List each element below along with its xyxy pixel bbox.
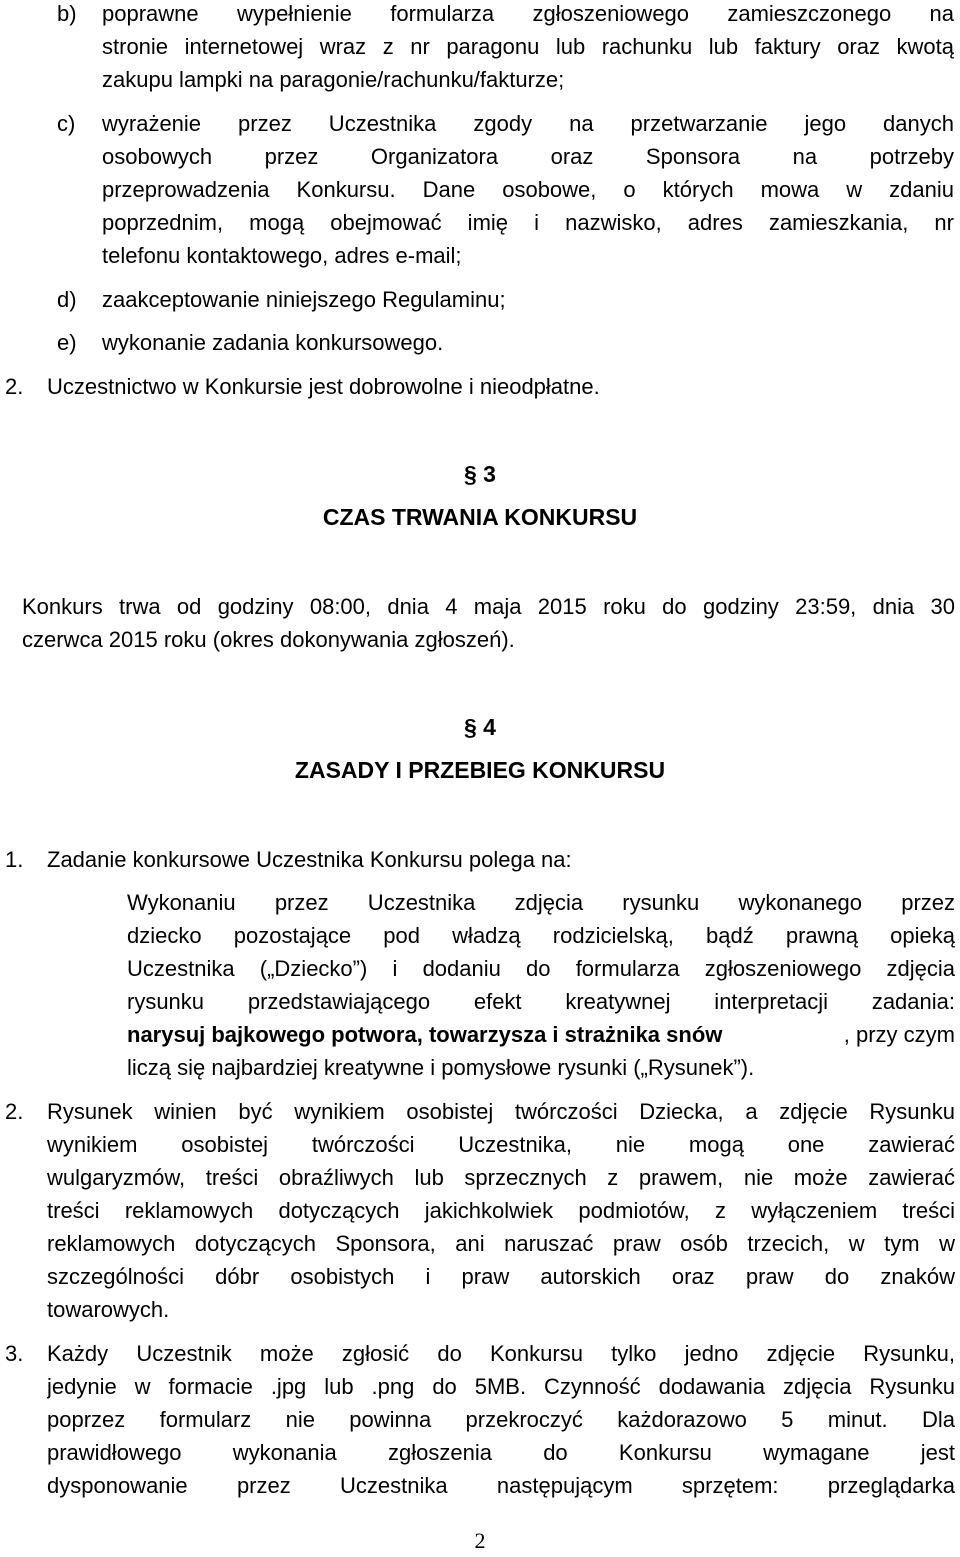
item-1-marker: 1. bbox=[5, 847, 24, 872]
section-4-title: ZASADY I PRZEBIEG KONKURSU bbox=[294, 757, 666, 783]
list-item-c-line-4: poprzednim, mogą obejmować imię i nazwisko, adres zamieszkania, nr bbox=[102, 210, 954, 235]
list-item-c-line-1: wyrażenie przez Uczestnika zgody na przetwarzanie jego danych bbox=[102, 111, 954, 136]
list-marker-e: e) bbox=[57, 330, 77, 355]
list-marker-c: c) bbox=[57, 111, 76, 136]
section-3-title: CZAS TRWANIA KONKURSU bbox=[322, 504, 638, 530]
item-3-marker: 3. bbox=[5, 1341, 24, 1366]
task-phrase: narysuj bajkowego potwora, towarzysza i strażnika snów bbox=[127, 1022, 723, 1047]
list-item-b-line-1: poprawne wypełnienie formularza zgłoszeniowego zamieszczonego na bbox=[102, 1, 954, 26]
item-2-line-6: szczególności dóbr osobistych i praw autorskich oraz praw do znaków bbox=[47, 1264, 955, 1289]
list-item-c-line-3: przeprowadzenia Konkursu. Dane osobowe, o których mowa w zdaniu bbox=[102, 177, 954, 202]
point-2-marker: 2. bbox=[5, 374, 24, 399]
page-number: 2 bbox=[474, 1528, 486, 1553]
list-item-c-line-5: telefonu kontaktowego, adres e-mail; bbox=[102, 243, 462, 268]
item-3-line-4: prawidłowego wykonania zgłoszenia do Konkursu wymagane jest bbox=[47, 1440, 955, 1465]
item-1-sub-line-5 bbox=[127, 1018, 955, 1051]
list-item-e: wykonanie zadania konkursowego. bbox=[102, 330, 444, 355]
section-3-line-2: czerwca 2015 roku (okres dokonywania zgłoszeń). bbox=[22, 627, 515, 652]
item-3-line-2: jedynie w formacie .jpg lub .png do 5MB. Czynność dodawania zdjęcia Rysunku bbox=[47, 1374, 955, 1399]
item-2-marker: 2. bbox=[5, 1099, 24, 1124]
section-3-number: § 3 bbox=[464, 461, 496, 487]
item-2-line-1: Rysunek winien być wynikiem osobistej twórczości Dziecka, a zdjęcie Rysunku bbox=[47, 1099, 955, 1124]
item-1-sub-line-1: Wykonaniu przez Uczestnika zdjęcia rysunku wykonanego przez bbox=[127, 890, 955, 915]
item-2-line-4: treści reklamowych dotyczących jakichkolwiek podmiotów, z wyłączeniem treści bbox=[47, 1198, 955, 1223]
item-2-line-2: wynikiem osobistej twórczości Uczestnika, nie mogą one zawierać bbox=[47, 1132, 955, 1157]
list-marker-b: b) bbox=[57, 1, 77, 26]
list-item-c-line-2: osobowych przez Organizatora oraz Sponsora na potrzeby bbox=[102, 144, 954, 169]
list-item-b-line-3: zakupu lampki na paragonie/rachunku/fakturze; bbox=[102, 67, 565, 92]
section-4-number: § 4 bbox=[464, 714, 496, 740]
point-2-text: Uczestnictwo w Konkursie jest dobrowolne i nieodpłatne. bbox=[47, 374, 600, 399]
list-item-b-line-2: stronie internetowej wraz z nr paragonu lub rachunku lub faktury oraz kwotą bbox=[102, 34, 954, 59]
list-marker-d: d) bbox=[57, 287, 77, 312]
item-1-sub-line-4: rysunku przedstawiającego efekt kreatywnej interpretacji zadania: bbox=[127, 989, 955, 1014]
task-phrase-continuation: , przy czym bbox=[843, 1022, 955, 1047]
item-3-line-5: dysponowanie przez Uczestnika następującym sprzętem: przeglądarka bbox=[47, 1473, 955, 1498]
item-1-sub-line-3: Uczestnika („Dziecko”) i dodaniu do formularza zgłoszeniowego zdjęcia bbox=[127, 956, 955, 981]
item-1-sub-line-6: liczą się najbardziej kreatywne i pomysłowe rysunki („Rysunek”). bbox=[127, 1055, 755, 1080]
item-3-line-1: Każdy Uczestnik może zgłosić do Konkursu tylko jedno zdjęcie Rysunku, bbox=[47, 1341, 955, 1366]
item-2-line-5: reklamowych dotyczących Sponsora, ani naruszać praw osób trzecich, w tym w bbox=[47, 1231, 955, 1256]
item-1-sub-line-2: dziecko pozostające pod władzą rodzicielską, bądź prawną opieką bbox=[127, 923, 955, 948]
item-2-line-7: towarowych. bbox=[47, 1297, 170, 1322]
item-3-line-3: poprzez formularz nie powinna przekroczyć każdorazowo 5 minut. Dla bbox=[47, 1407, 955, 1432]
item-2-line-3: wulgaryzmów, treści obraźliwych lub sprzecznych z prawem, nie może zawierać bbox=[47, 1165, 955, 1190]
item-1-text: Zadanie konkursowe Uczestnika Konkursu polega na: bbox=[47, 847, 572, 872]
section-3-line-1: Konkurs trwa od godziny 08:00, dnia 4 maja 2015 roku do godziny 23:59, dnia 30 bbox=[22, 594, 955, 619]
list-item-d: zaakceptowanie niniejszego Regulaminu; bbox=[102, 287, 506, 312]
